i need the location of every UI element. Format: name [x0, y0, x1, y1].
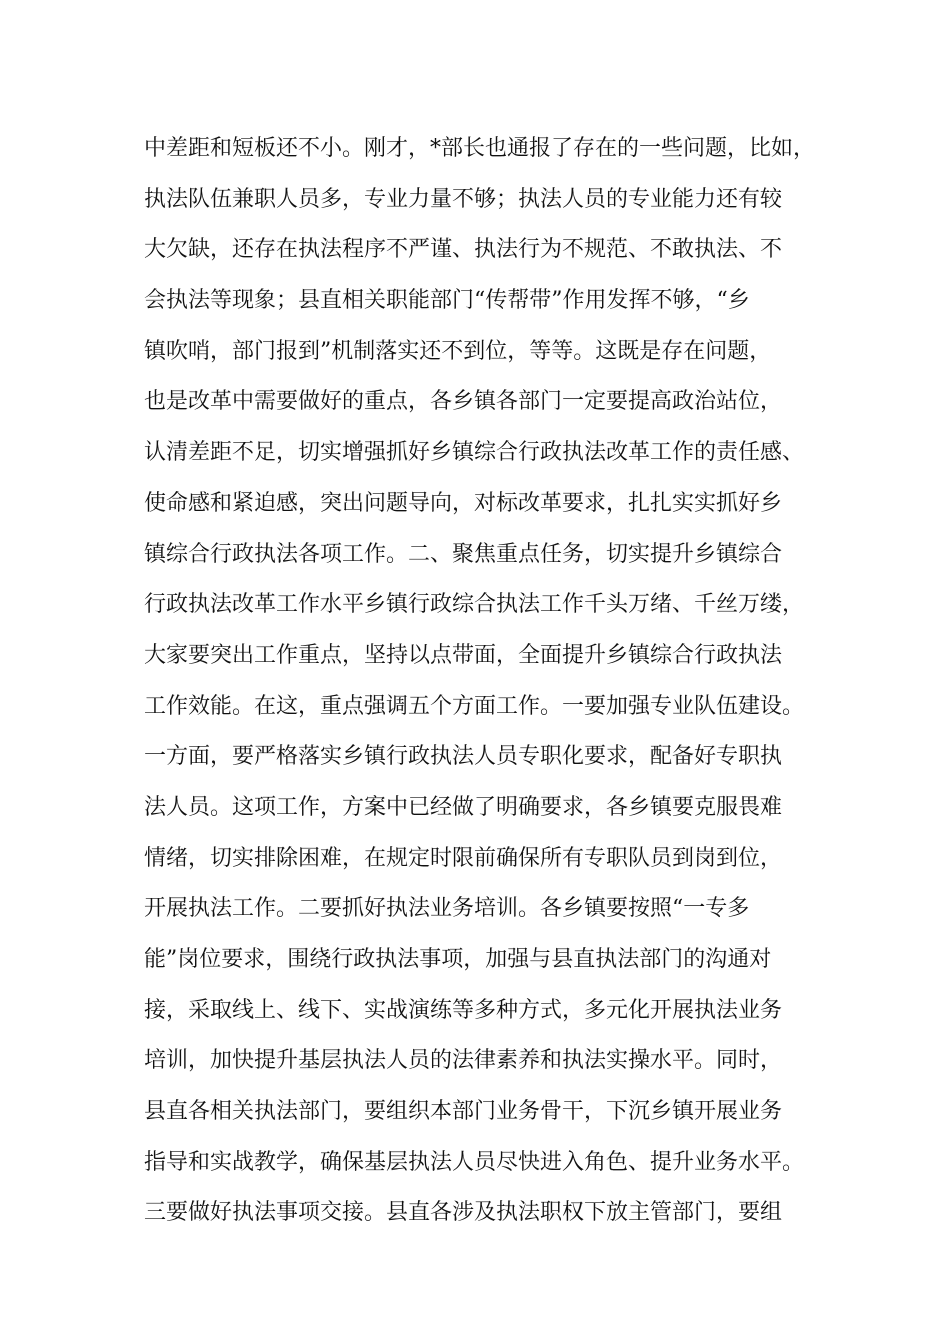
text-line: 大欠缺，还存在执法程序不严谨、执法行为不规范、不敢执法、不 [144, 237, 783, 263]
text-line: 镇吹哨，部门报到”机制落实还不到位，等等。这既是存在问题， [144, 338, 772, 364]
text-line: 开展执法工作。二要抓好执法业务培训。各乡镇要按照“一专多 [144, 896, 750, 922]
text-line: 大家要突出工作重点，坚持以点带面，全面提升乡镇综合行政执法 [144, 642, 783, 668]
text-line: 执法队伍兼职人员多，专业力量不够；执法人员的专业能力还有较 [144, 186, 783, 212]
text-line: 情绪，切实排除困难，在规定时限前确保所有专职队员到岗到位， [144, 845, 783, 871]
text-line: 工作效能。在这，重点强调五个方面工作。一要加强专业队伍建设。 [144, 693, 805, 719]
text-line: 一方面，要严格落实乡镇行政执法人员专职化要求，配备好专职执 [144, 744, 783, 770]
text-line: 使命感和紧迫感，突出问题导向，对标改革要求，扎扎实实抓好乡 [144, 490, 783, 516]
text-line: 培训，加快提升基层执法人员的法律素养和执法实操水平。同时， [144, 1048, 783, 1074]
text-line: 能”岗位要求，围绕行政执法事项，加强与县直执法部门的沟通对 [144, 947, 772, 972]
text-line: 行政执法改革工作水平乡镇行政综合执法工作千头万绪、千丝万缕， [144, 592, 805, 618]
text-line: 指导和实战教学，确保基层执法人员尽快进入角色、提升业务水平。 [144, 1149, 805, 1175]
text-line: 县直各相关执法部门，要组织本部门业务骨干，下沉乡镇开展业务 [144, 1099, 783, 1125]
text-line: 中差距和短板还不小。刚才，*部长也通报了存在的一些问题，比如， [144, 136, 816, 161]
text-line: 会执法等现象；县直相关职能部门“传帮带”作用发挥不够，“乡 [144, 288, 750, 314]
text-line: 也是改革中需要做好的重点，各乡镇各部门一定要提高政治站位， [144, 389, 783, 415]
text-line: 接，采取线上、线下、实战演练等多种方式，多元化开展执法业务 [144, 997, 783, 1023]
text-line: 三要做好执法事项交接。县直各涉及执法职权下放主管部门，要组 [144, 1200, 783, 1226]
text-line: 镇综合行政执法各项工作。二、聚焦重点任务，切实提升乡镇综合 [144, 541, 783, 567]
text-line: 法人员。这项工作，方案中已经做了明确要求，各乡镇要克服畏难 [144, 794, 783, 820]
body-text [144, 124, 834, 1239]
text-line: 认清差距不足，切实增强抓好乡镇综合行政执法改革工作的责任感、 [144, 440, 805, 466]
